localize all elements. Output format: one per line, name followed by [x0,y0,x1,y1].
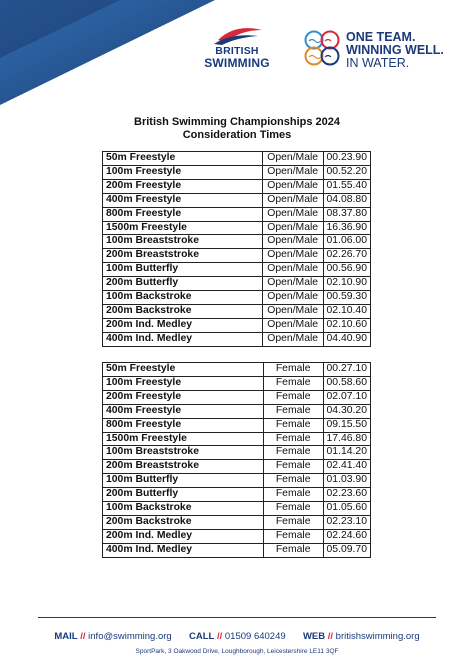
table-row [103,291,371,305]
separator: // [80,631,86,642]
time-cell: 17.46.80 [323,432,370,446]
time-cell: 05.09.70 [323,543,370,557]
category-cell: Female [263,502,323,516]
table-row [103,418,371,432]
category-cell: Open/Male [262,277,323,291]
male-times-table [102,151,371,347]
table-row [103,446,371,460]
table-row [103,249,371,263]
tagline-line-1: ONE TEAM. [346,30,416,44]
table-row [103,165,371,179]
mail-link[interactable]: info@swimming.org [88,631,172,642]
separator: // [216,631,223,642]
time-cell: 02.10.40 [323,304,370,318]
time-cell: 00.23.90 [323,152,370,166]
category-cell: Female [263,446,323,460]
event-cell: 400m Ind. Medley [103,332,263,346]
table-row [103,502,371,516]
web-link[interactable]: britishswimming.org [335,631,420,642]
event-cell: 400m Freestyle [103,404,264,418]
call-label: CALL [189,631,215,642]
table-row [103,529,371,543]
category-cell: Female [263,543,323,557]
separator: // [327,631,334,642]
event-cell: 100m Backstroke [103,502,264,516]
tagline-line-2: WINNING WELL. [346,43,444,57]
time-cell: 01.55.40 [323,179,370,193]
event-cell: 1500m Freestyle [103,432,264,446]
event-cell: 50m Freestyle [103,363,264,377]
category-cell: Open/Male [262,249,323,263]
table-row [103,543,371,557]
category-cell: Open/Male [262,193,323,207]
table-row [103,221,371,235]
time-cell: 02.23.60 [323,488,370,502]
table-row [103,207,371,221]
corner-decoration [0,0,230,110]
event-cell: 100m Butterfly [103,474,264,488]
table-row [103,390,371,404]
event-cell: 50m Freestyle [103,152,263,166]
footer-contacts [0,631,474,642]
category-cell: Female [263,474,323,488]
table-row [103,235,371,249]
event-cell: 200m Breaststroke [103,249,263,263]
one-team-logo [300,26,460,70]
table-row [103,432,371,446]
event-cell: 100m Butterfly [103,263,263,277]
category-cell: Open/Male [262,152,323,166]
time-cell: 00.58.60 [323,376,370,390]
category-cell: Female [263,488,323,502]
category-cell: Open/Male [262,207,323,221]
time-cell: 02.10.90 [323,277,370,291]
time-cell: 00.27.10 [323,363,370,377]
phone-number: 01509 640249 [224,631,286,642]
logo-word-swimming: SWIMMING [204,56,270,70]
category-cell: Female [263,460,323,474]
event-cell: 100m Breaststroke [103,235,263,249]
category-cell: Open/Male [262,332,323,346]
event-cell: 200m Butterfly [103,277,263,291]
time-cell: 02.23.10 [323,515,370,529]
table-row [103,332,371,346]
table-row [103,460,371,474]
category-cell: Open/Male [262,235,323,249]
event-cell: 400m Ind. Medley [103,543,264,557]
time-cell: 01.05.60 [323,502,370,516]
aquatics-rings-icon [300,26,344,70]
table-row [103,488,371,502]
table-row [103,193,371,207]
swoosh-icon [204,24,270,46]
category-cell: Open/Male [262,304,323,318]
time-cell: 00.56.90 [323,263,370,277]
footer-address: SportPark, 3 Oakwood Drive, Loughborough, Leicestershire LE11 3QF [135,648,339,655]
category-cell: Open/Male [262,291,323,305]
category-cell: Female [263,432,323,446]
category-cell: Female [263,363,323,377]
time-cell: 00.52.20 [323,165,370,179]
event-cell: 200m Butterfly [103,488,264,502]
category-cell: Female [263,376,323,390]
time-cell: 01.06.00 [323,235,370,249]
table-row [103,304,371,318]
time-cell: 04.30.20 [323,404,370,418]
table-row [103,404,371,418]
time-cell: 04.40.90 [323,332,370,346]
event-cell: 100m Freestyle [103,376,264,390]
logo-word-british: BRITISH [215,45,259,57]
table-row [103,474,371,488]
category-cell: Female [263,529,323,543]
time-cell: 01.14.20 [323,446,370,460]
category-cell: Female [263,404,323,418]
event-cell: 100m Breaststroke [103,446,264,460]
document-title: British Swimming Championships 2024 [134,116,340,128]
document-subtitle: Consideration Times [182,129,292,141]
category-cell: Open/Male [262,318,323,332]
category-cell: Open/Male [262,165,323,179]
event-cell: 200m Ind. Medley [103,318,263,332]
table-row [103,277,371,291]
category-cell: Female [263,418,323,432]
event-cell: 100m Freestyle [103,165,263,179]
category-cell: Female [263,515,323,529]
time-cell: 02.07.10 [323,390,370,404]
event-cell: 400m Freestyle [103,193,263,207]
british-swimming-logo [204,24,270,70]
time-cell: 00.59.30 [323,291,370,305]
table-row [103,376,371,390]
female-times-table [102,362,371,558]
table-row [103,363,371,377]
event-cell: 800m Freestyle [103,207,263,221]
time-cell: 01.03.90 [323,474,370,488]
mail-label: MAIL [54,631,78,642]
category-cell: Open/Male [262,179,323,193]
category-cell: Open/Male [262,221,323,235]
time-cell: 04.08.80 [323,193,370,207]
time-cell: 08.37.80 [323,207,370,221]
event-cell: 200m Backstroke [103,515,264,529]
event-cell: 200m Breaststroke [103,460,264,474]
time-cell: 02.10.60 [323,318,370,332]
table-row [103,263,371,277]
tagline-line-3: IN WATER. [346,56,410,70]
event-cell: 1500m Freestyle [103,221,263,235]
event-cell: 800m Freestyle [103,418,264,432]
footer-divider [38,617,436,618]
table-row [103,515,371,529]
table-row [103,179,371,193]
web-label: WEB [302,631,326,642]
event-cell: 200m Backstroke [103,304,263,318]
event-cell: 200m Freestyle [103,390,264,404]
time-cell: 02.26.70 [323,249,370,263]
category-cell: Open/Male [262,263,323,277]
event-cell: 100m Backstroke [103,291,263,305]
category-cell: Female [263,390,323,404]
time-cell: 02.41.40 [323,460,370,474]
table-row [103,318,371,332]
event-cell: 200m Freestyle [103,179,263,193]
time-cell: 16.36.90 [323,221,370,235]
table-row [103,152,371,166]
time-cell: 09.15.50 [323,418,370,432]
event-cell: 200m Ind. Medley [103,529,264,543]
time-cell: 02.24.60 [323,529,370,543]
